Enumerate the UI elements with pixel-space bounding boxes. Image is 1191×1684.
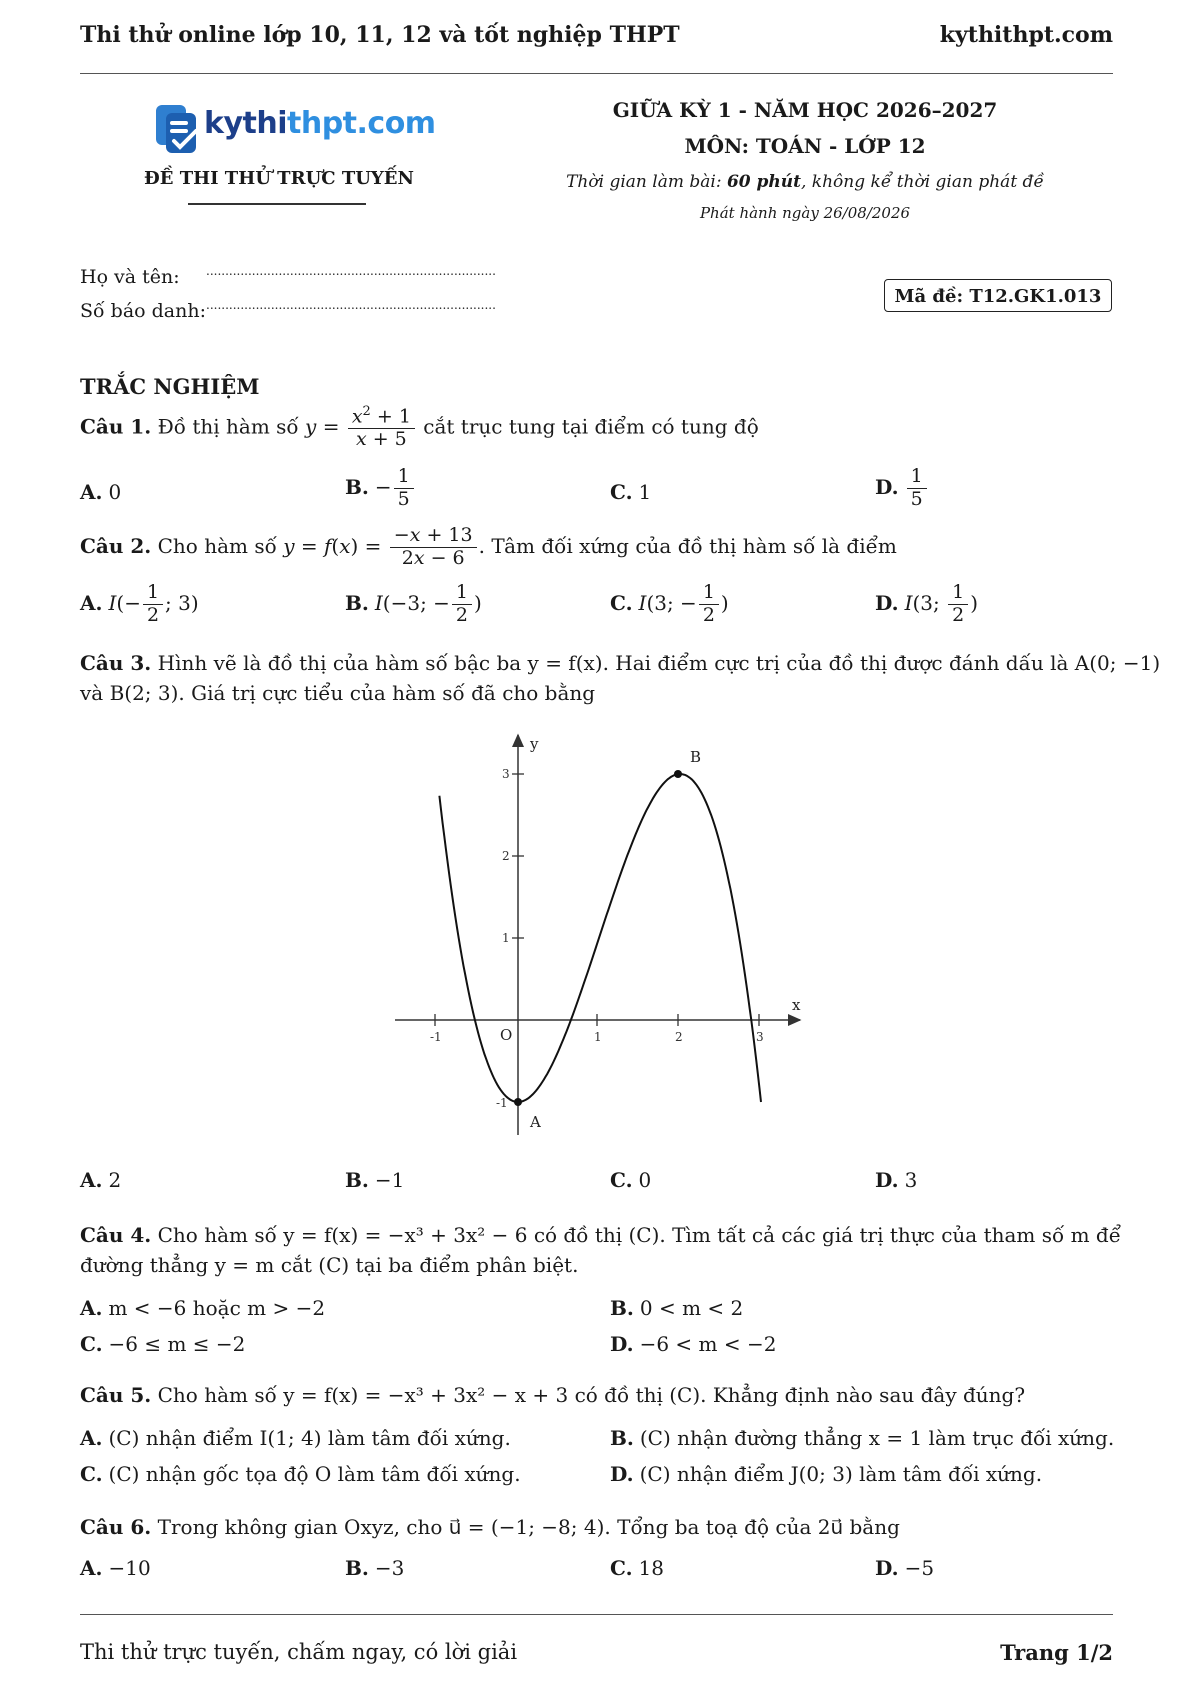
question-3: Câu 3. Hình vẽ là đồ thị của hàm số bậc ba y = f(x). Hai điểm cực trị của đồ thị được đánh dấu là A(0; −1)	[80, 651, 1161, 675]
q2-option-a[interactable]: A. I(− $\frac{1}{2}$ ; 3)	[80, 581, 199, 626]
y-tick-2: 2	[502, 849, 510, 863]
q3-option-d[interactable]: D. 3	[875, 1168, 918, 1192]
q2-option-d[interactable]: D. I(3; $\frac{1}{2}$ )	[875, 581, 979, 626]
question-4-line2: đường thẳng y = m cắt (C) tại ba điểm phân biệt.	[80, 1253, 579, 1277]
q2-option-b[interactable]: B. I(−3; − $\frac{1}{2}$ )	[345, 581, 482, 626]
x-tick-minus1: -1	[430, 1030, 442, 1044]
y-tick-3: 3	[502, 767, 510, 781]
q6-option-c[interactable]: C. 18	[610, 1556, 664, 1580]
cubic-graph	[380, 725, 820, 1145]
footer-rule	[80, 1614, 1113, 1615]
question-5: Câu 5. Cho hàm số y = f(x) = −x³ + 3x² − x + 3 có đồ thị (C). Khẳng định nào sau đây đúng?	[80, 1383, 1026, 1407]
point-a	[514, 1098, 522, 1106]
exam-release: Phát hành ngày 26/08/2026	[699, 204, 911, 222]
header-rule	[80, 73, 1113, 74]
point-b	[674, 770, 682, 778]
name-field[interactable]: ............................................................................	[206, 264, 496, 278]
y-axis-label: y	[530, 735, 539, 753]
exam-subject: MÔN: TOÁN - LỚP 12	[684, 134, 926, 158]
exam-code-box: Mã đề: T12.GK1.013	[884, 279, 1112, 312]
logo-underline	[188, 203, 366, 205]
q3-option-a[interactable]: A. 2	[80, 1168, 122, 1192]
question-3-line2: và B(2; 3). Giá trị cực tiểu của hàm số đã cho bằng	[80, 681, 596, 705]
logo-text: kythithpt.com	[204, 106, 436, 141]
id-label: Số báo danh:	[80, 300, 207, 322]
origin-label: O	[500, 1026, 513, 1044]
q5-option-b[interactable]: B. (C) nhận đường thẳng x = 1 làm trục đối xứng.	[610, 1426, 1115, 1450]
q2-option-c[interactable]: C. I(3; − $\frac{1}{2}$ )	[610, 581, 729, 626]
y-tick-1: 1	[502, 931, 510, 945]
question-6: Câu 6. Trong không gian Oxyz, cho u⃗ = (−1; −8; 4). Tổng ba toạ độ của 2u⃗ bằng	[80, 1515, 900, 1539]
logo-subtitle: ĐỀ THI THỬ TRỰC TUYẾN	[144, 168, 414, 189]
q4-option-d[interactable]: D. −6 < m < −2	[610, 1332, 777, 1356]
x-tick-3: 3	[756, 1030, 764, 1044]
x-tick-2: 2	[675, 1030, 683, 1044]
q6-option-a[interactable]: A. −10	[80, 1556, 151, 1580]
header-right[interactable]: kythithpt.com	[939, 22, 1113, 48]
q1-option-d[interactable]: D. $\frac{1}{5}$	[875, 466, 929, 511]
q3-option-b[interactable]: B. −1	[345, 1168, 405, 1192]
y-tick-minus1: -1	[496, 1096, 508, 1110]
q3-option-c[interactable]: C. 0	[610, 1168, 652, 1192]
q4-option-b[interactable]: B. 0 < m < 2	[610, 1296, 744, 1320]
id-field[interactable]: ............................................................................	[206, 298, 496, 312]
name-label: Họ và tên:	[80, 266, 180, 288]
logo-icon	[152, 103, 202, 155]
question-2: Câu 2. Cho hàm số y = f(x) = $\frac{-x + 13}{2x - 6}$ . Tâm đối xứng của đồ thị hàm số là điểm	[80, 524, 897, 569]
q6-option-d[interactable]: D. −5	[875, 1556, 935, 1580]
question-4: Câu 4. Cho hàm số y = f(x) = −x³ + 3x² − 6 có đồ thị (C). Tìm tất cả các giá trị thực của tham số m để	[80, 1223, 1122, 1247]
header-left: Thi thử online lớp 10, 11, 12 và tốt nghiệp THPT	[80, 22, 680, 48]
point-a-label: A	[530, 1113, 541, 1131]
q5-option-a[interactable]: A. (C) nhận điểm I(1; 4) làm tâm đối xứng.	[80, 1426, 511, 1450]
q6-option-b[interactable]: B. −3	[345, 1556, 405, 1580]
cubic-curve	[439, 774, 761, 1102]
q4-option-c[interactable]: C. −6 ≤ m ≤ −2	[80, 1332, 246, 1356]
q4-option-a[interactable]: A. m < −6 hoặc m > −2	[80, 1296, 326, 1320]
x-tick-1: 1	[594, 1030, 602, 1044]
point-b-label: B	[690, 748, 702, 766]
exam-title: GIỮA KỲ 1 - NĂM HỌC 2026–2027	[612, 98, 998, 122]
q5-option-c[interactable]: C. (C) nhận gốc tọa độ O làm tâm đối xứng.	[80, 1462, 521, 1486]
q1-option-a[interactable]: A. 0	[80, 480, 122, 504]
q1-option-c[interactable]: C. 1	[610, 480, 652, 504]
exam-time: Thời gian làm bài: 60 phút, không kể thời gian phát đề	[566, 172, 1044, 192]
section-title: TRẮC NGHIỆM	[80, 374, 260, 399]
footer-page: Trang 1/2	[1000, 1640, 1113, 1665]
q5-option-d[interactable]: D. (C) nhận điểm J(0; 3) làm tâm đối xứng.	[610, 1462, 1043, 1486]
footer-left: Thi thử trực tuyến, chấm ngay, có lời giải	[80, 1640, 518, 1664]
q1-option-b[interactable]: B. − $\frac{1}{5}$	[345, 466, 416, 511]
question-1: Câu 1. Đồ thị hàm số y = $\frac{x^2 + 1}{x + 5}$ cắt trục tung tại điểm có tung độ	[80, 404, 759, 451]
x-axis-label: x	[792, 996, 801, 1014]
